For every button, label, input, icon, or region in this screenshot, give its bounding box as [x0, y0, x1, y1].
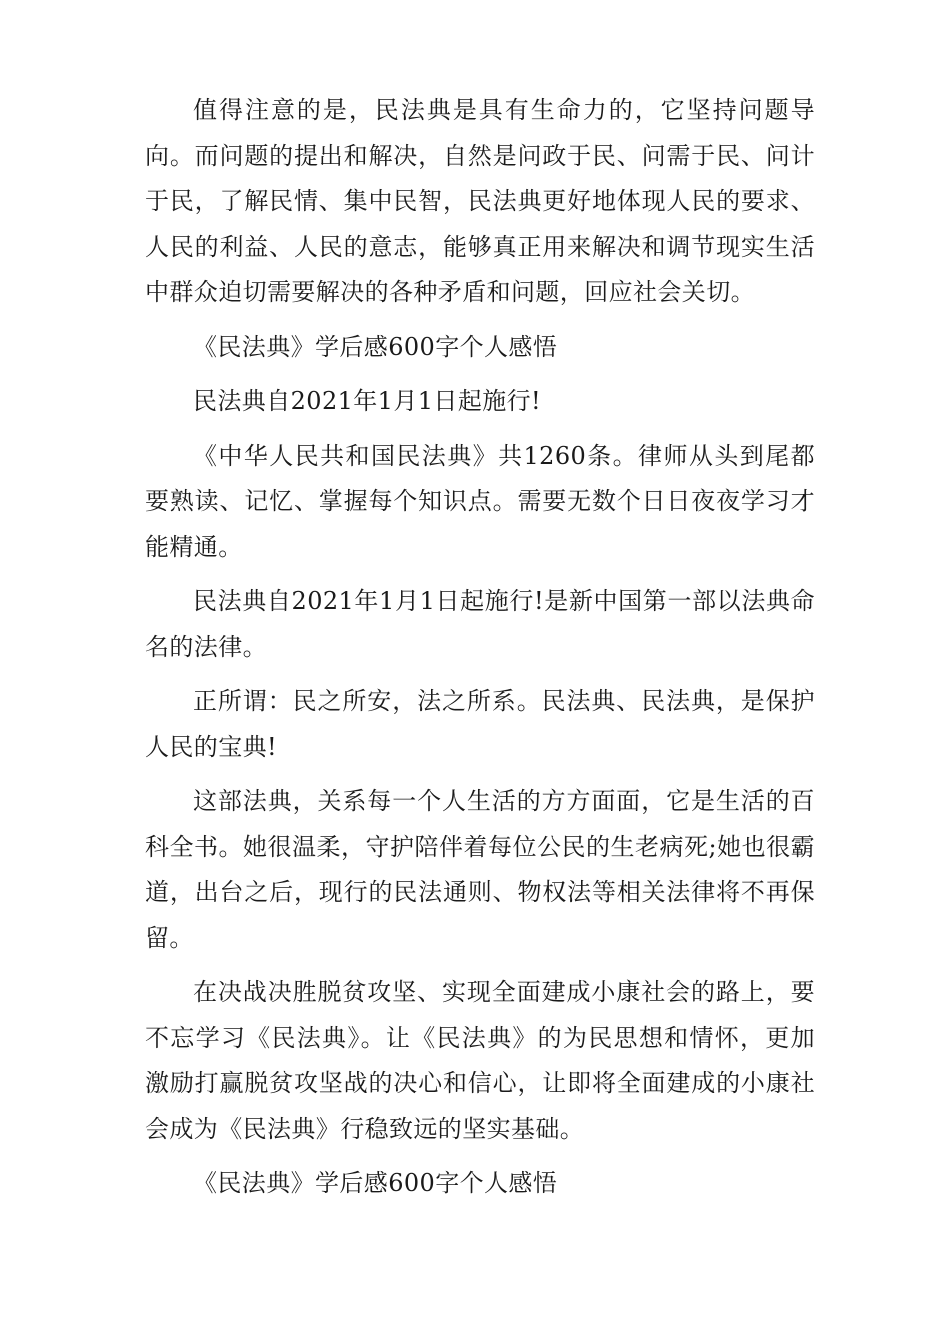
paragraph-article-count: 《中华人民共和国民法典》共1260条。律师从头到尾都要熟读、记忆、掌握每个知识点。需要无数个日日夜夜学习才能精通。	[145, 441, 815, 561]
paragraph-encyclopedia: 这部法典，关系每一个人生活的方方面面，它是生活的百科全书。她很温柔，守护陪伴着每位公民的生老病死;她也很霸道，出台之后，现行的民法通则、物权法等相关法律将不再保留。	[145, 787, 815, 952]
paragraph-poverty-alleviation: 在决战决胜脱贫攻坚、实现全面建成小康社会的路上，要不忘学习《民法典》。让《民法典》的为民思想和情怀，更加激励打赢脱贫攻坚战的决心和信心，让即将全面建成的小康社会成为《民法典》行稳致远的坚实基础。	[145, 978, 815, 1143]
paragraph-problem-oriented: 值得注意的是，民法典是具有生命力的，它坚持问题导向。而问题的提出和解决，自然是问政于民、问需于民、问计于民，了解民情、集中民智，民法典更好地体现人民的要求、人民的利益、人民的意志，能够真正用来解决和调节现实生活中群众迫切需要解决的各种矛盾和问题，回应社会关切。	[145, 96, 815, 306]
paragraph-people-treasure: 正所谓：民之所安，法之所系。民法典、民法典，是保护人民的宝典!	[145, 687, 815, 761]
section-heading: 《民法典》学后感600字个人感悟	[193, 332, 558, 361]
paragraph-effective-date: 民法典自2021年1月1日起施行!	[193, 387, 542, 415]
paragraph-first-code: 民法典自2021年1月1日起施行!是新中国第一部以法典命名的法律。	[145, 587, 815, 661]
section-heading-repeat: 《民法典》学后感600字个人感悟	[193, 1169, 558, 1197]
document-body	[145, 88, 815, 1216]
